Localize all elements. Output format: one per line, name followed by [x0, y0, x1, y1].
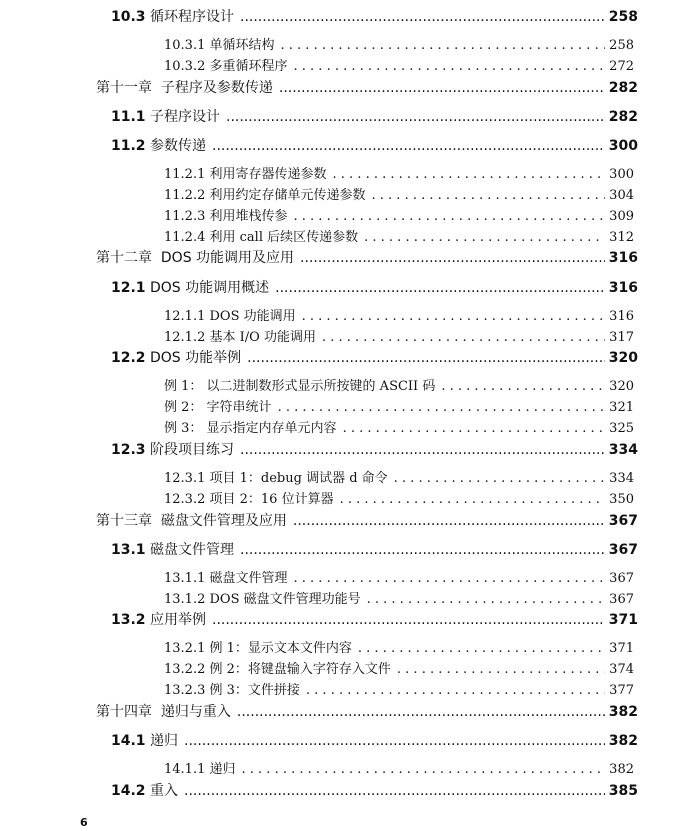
dot-leader — [340, 492, 606, 507]
toc-entry-section[interactable] — [0, 609, 698, 629]
toc-entry-sub[interactable] — [0, 567, 698, 587]
dot-leader — [302, 309, 606, 324]
toc-entry-number: 11.2.4 — [164, 230, 206, 245]
toc-entry-number: 10.3.2 — [164, 59, 206, 74]
dot-leader — [294, 571, 606, 586]
toc-entry-title — [164, 488, 336, 507]
dot-leader — [394, 471, 606, 486]
toc-entry-title — [164, 417, 339, 436]
toc-entry-number: 第十四章 — [96, 704, 152, 720]
toc-entry-page: 321 — [609, 400, 634, 415]
toc-entry-number: 12.1 — [111, 280, 146, 296]
toc-entry-title — [111, 780, 180, 800]
toc-entry-number: 13.2.2 — [164, 662, 206, 677]
toc-entry-title — [96, 77, 275, 97]
toc-entry-text: DOS 功能调用概述 — [150, 280, 270, 296]
toc-entry-page: 258 — [609, 38, 634, 53]
toc-entry-page: 382 — [608, 733, 638, 749]
dot-leader — [364, 230, 605, 245]
toc-entry-number: 10.3 — [111, 9, 146, 25]
dot-leader — [372, 188, 606, 203]
toc-entry-text: 递归与重入 — [160, 704, 231, 720]
dot-leader — [184, 783, 605, 799]
dot-leader — [184, 733, 605, 749]
dot-leader — [397, 662, 605, 677]
toc-entry-page: 317 — [609, 330, 634, 345]
toc-entry-sub[interactable] — [0, 637, 698, 657]
toc-entry-number: 11.2.2 — [164, 188, 206, 203]
toc-entry-page: 334 — [608, 442, 638, 458]
toc-entry-text: 磁盘文件管理及应用 — [160, 513, 287, 529]
toc-entry-title — [111, 135, 208, 155]
toc-entry-number: 13.1 — [111, 542, 146, 558]
toc-entry-page: 316 — [608, 250, 638, 266]
toc-entry-text: 项目 1：debug 调试器 d 命令 — [209, 471, 388, 486]
toc-entry-number: 10.3.1 — [164, 38, 206, 53]
dot-leader — [242, 762, 606, 777]
toc-entry-chapter[interactable] — [0, 247, 698, 267]
toc-entry-page: 325 — [609, 421, 634, 436]
toc-entry-page: 334 — [609, 471, 634, 486]
toc-entry-page: 382 — [608, 704, 638, 720]
toc-entry-text: DOS 磁盘文件管理功能号 — [209, 592, 361, 607]
toc-entry-text: 参数传递 — [150, 138, 206, 154]
toc-entry-text: 磁盘文件管理 — [150, 542, 234, 558]
toc-entry-page: 282 — [608, 109, 638, 125]
toc-entry-title — [164, 658, 393, 677]
toc-entry-text: 循环程序设计 — [150, 9, 234, 25]
dot-leader — [300, 250, 605, 266]
toc-entry-page: 272 — [609, 59, 634, 74]
toc-entry-text: 阶段项目练习 — [150, 442, 234, 458]
toc-entry-page: 304 — [609, 188, 634, 203]
toc-entry-page: 371 — [609, 641, 634, 656]
toc-entry-number: 12.3 — [111, 442, 146, 458]
dot-leader — [226, 109, 605, 125]
toc-entry-text: 例 1：显示文本文件内容 — [209, 641, 352, 656]
toc-entry-number: 11.2.3 — [164, 209, 206, 224]
toc-entry-page: 367 — [609, 571, 634, 586]
toc-entry-sub[interactable] — [0, 588, 698, 608]
toc-entry-sub[interactable] — [0, 163, 698, 183]
toc-entry-number: 第十一章 — [96, 80, 152, 96]
toc-entry-page: 350 — [609, 492, 634, 507]
toc-entry-sub[interactable] — [0, 396, 698, 416]
toc-entry-text: 利用寄存器传递参数 — [209, 167, 327, 182]
toc-entry-title — [164, 567, 290, 586]
toc-entry-title — [111, 347, 243, 367]
toc-entry-sub[interactable] — [0, 305, 698, 325]
toc-entry-number: 例 3： — [164, 421, 203, 436]
toc-entry-title — [164, 396, 274, 415]
toc-entry-title — [111, 730, 180, 750]
toc-entry-chapter[interactable] — [0, 77, 698, 97]
toc-entry-section[interactable] — [0, 780, 698, 800]
toc-entry-number: 例 1： — [164, 379, 203, 394]
toc-entry-section[interactable] — [0, 106, 698, 126]
dot-leader — [294, 209, 606, 224]
toc-entry-text: 基本 I/O 功能调用 — [209, 330, 316, 345]
toc-entry-title — [164, 679, 302, 698]
toc-entry-title — [164, 758, 238, 777]
toc-entry-page: 367 — [609, 592, 634, 607]
toc-entry-title — [111, 277, 271, 297]
toc-entry-text: 例 3：文件拼接 — [209, 683, 300, 698]
toc-entry-page: 312 — [609, 230, 634, 245]
toc-entry-page: 367 — [608, 542, 638, 558]
toc-entry-sub[interactable] — [0, 467, 698, 487]
toc-entry-page: 316 — [608, 280, 638, 296]
toc-entry-section[interactable] — [0, 539, 698, 559]
toc-entry-number: 11.1 — [111, 109, 146, 125]
toc-entry-title — [164, 34, 277, 53]
toc-entry-sub[interactable] — [0, 758, 698, 778]
toc-entry-text: 磁盘文件管理 — [209, 571, 288, 586]
toc-entry-page: 374 — [609, 662, 634, 677]
toc-entry-title — [164, 375, 437, 394]
toc-entry-page: 300 — [609, 167, 634, 182]
toc-entry-sub[interactable] — [0, 205, 698, 225]
toc-entry-section[interactable] — [0, 277, 698, 297]
toc-entry-sub[interactable] — [0, 417, 698, 437]
toc-entry-title — [164, 55, 290, 74]
toc-entry-number: 12.1.1 — [164, 309, 206, 324]
toc-entry-title — [111, 6, 236, 26]
toc-entry-title — [96, 510, 289, 530]
toc-entry-number: 14.1.1 — [164, 762, 206, 777]
toc-entry-number: 例 2： — [164, 400, 203, 415]
toc-entry-title — [164, 184, 368, 203]
toc-entry-text: 多重循环程序 — [209, 59, 288, 74]
toc-entry-chapter[interactable] — [0, 510, 698, 530]
toc-entry-page: 282 — [608, 80, 638, 96]
toc-entry-page: 371 — [608, 612, 638, 628]
dot-leader — [247, 350, 605, 366]
toc-entry-sub[interactable] — [0, 375, 698, 395]
toc-entry-number: 13.2.3 — [164, 683, 206, 698]
dot-leader — [293, 513, 605, 529]
toc-entry-text: 利用堆栈传参 — [209, 209, 288, 224]
toc-entry-number: 13.1.1 — [164, 571, 206, 586]
toc-entry-text: 递归 — [209, 762, 236, 777]
toc-entry-number: 11.2.1 — [164, 167, 206, 182]
page-number: 6 — [80, 816, 88, 829]
dot-leader — [279, 80, 605, 96]
dot-leader — [237, 704, 605, 720]
toc-entry-title — [164, 637, 354, 656]
toc-entry-number: 第十二章 — [96, 250, 152, 266]
toc-entry-title — [164, 226, 360, 245]
toc-entry-page: 385 — [608, 783, 638, 799]
dot-leader — [278, 400, 606, 415]
dot-leader — [240, 442, 605, 458]
toc-entry-text: 单循环结构 — [209, 38, 275, 53]
toc-entry-number: 12.2 — [111, 350, 146, 366]
toc-entry-sub[interactable] — [0, 658, 698, 678]
dot-leader — [240, 9, 605, 25]
toc-entry-text: 利用 call 后续区传递参数 — [209, 230, 359, 245]
toc-entry-page: 258 — [608, 9, 638, 25]
dot-leader — [294, 59, 606, 74]
toc-entry-title — [96, 701, 233, 721]
toc-entry-text: 项目 2：16 位计算器 — [209, 492, 334, 507]
toc-entry-text: 字符串统计 — [206, 400, 272, 415]
toc-entry-page: 316 — [609, 309, 634, 324]
toc-entry-sub[interactable] — [0, 184, 698, 204]
toc-entry-title — [111, 439, 236, 459]
toc-entry-page: 382 — [609, 762, 634, 777]
toc-entry-section[interactable] — [0, 347, 698, 367]
dot-leader — [240, 542, 605, 558]
toc-entry-sub[interactable] — [0, 488, 698, 508]
toc-entry-number: 12.3.2 — [164, 492, 206, 507]
toc-entry-text: DOS 功能调用及应用 — [160, 250, 295, 266]
toc-entry-sub[interactable] — [0, 55, 698, 75]
toc-entry-text: 递归 — [150, 733, 178, 749]
toc-entry-number: 13.2 — [111, 612, 146, 628]
dot-leader — [212, 138, 605, 154]
toc-entry-sub[interactable] — [0, 34, 698, 54]
toc-entry-text: 子程序及参数传递 — [160, 80, 273, 96]
toc-entry-page: 309 — [609, 209, 634, 224]
toc-entry-title — [164, 467, 390, 486]
toc-entry-number: 12.1.2 — [164, 330, 206, 345]
dot-leader — [275, 280, 605, 296]
toc-entry-number: 13.1.2 — [164, 592, 206, 607]
toc-entry-sub[interactable] — [0, 226, 698, 246]
toc-entry-text: DOS 功能举例 — [150, 350, 242, 366]
toc-entry-title — [111, 106, 222, 126]
toc-entry-page: 320 — [608, 350, 638, 366]
dot-leader — [212, 612, 605, 628]
dot-leader — [322, 330, 605, 345]
toc-entry-page: 367 — [608, 513, 638, 529]
dot-leader — [343, 421, 606, 436]
toc-entry-title — [164, 163, 329, 182]
toc-entry-text: 显示指定内存单元内容 — [206, 421, 337, 436]
toc-entry-number: 11.2 — [111, 138, 146, 154]
toc-entry-section[interactable] — [0, 730, 698, 750]
toc-entry-text: 利用约定存储单元传递参数 — [209, 188, 366, 203]
toc-entry-text: 子程序设计 — [150, 109, 220, 125]
toc-entry-text: 应用举例 — [150, 612, 206, 628]
toc-entry-section[interactable] — [0, 135, 698, 155]
dot-leader — [358, 641, 605, 656]
dot-leader — [333, 167, 606, 182]
toc-entry-page: 320 — [609, 379, 634, 394]
toc-entry-title — [96, 247, 296, 267]
dot-leader — [367, 592, 606, 607]
toc-entry-title — [164, 205, 290, 224]
toc-entry-sub[interactable] — [0, 679, 698, 699]
toc-entry-title — [164, 588, 363, 607]
toc-entry-title — [111, 609, 208, 629]
toc-entry-chapter[interactable] — [0, 701, 698, 721]
toc-entry-title — [164, 326, 318, 345]
toc-entry-page: 300 — [608, 138, 638, 154]
toc-entry-number: 14.1 — [111, 733, 146, 749]
toc-entry-section[interactable] — [0, 6, 698, 26]
toc-entry-sub[interactable] — [0, 326, 698, 346]
toc-entry-title — [164, 305, 298, 324]
toc-entry-title — [111, 539, 236, 559]
toc-entry-section[interactable] — [0, 439, 698, 459]
toc-entry-number: 14.2 — [111, 783, 146, 799]
toc-entry-number: 13.2.1 — [164, 641, 206, 656]
dot-leader — [441, 379, 605, 394]
dot-leader — [281, 38, 606, 53]
toc-entry-page: 377 — [609, 683, 634, 698]
toc-entry-text: 重入 — [150, 783, 178, 799]
dot-leader — [306, 683, 605, 698]
toc-entry-text: 例 2：将键盘输入字符存入文件 — [209, 662, 391, 677]
toc-entry-text: DOS 功能调用 — [209, 309, 296, 324]
toc-entry-number: 12.3.1 — [164, 471, 206, 486]
toc-entry-number: 第十三章 — [96, 513, 152, 529]
toc-entry-text: 以二进制数形式显示所按键的 ASCII 码 — [206, 379, 436, 394]
